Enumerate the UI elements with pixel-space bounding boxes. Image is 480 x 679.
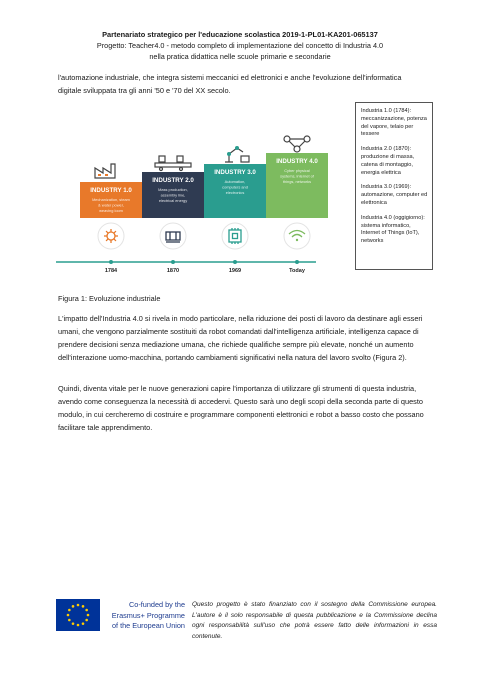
figure-stages <box>80 136 328 249</box>
footer-disclaimer: Questo progetto è stato finanziato con il sostegno della Commissione europea. L'autore è il solo responsabile di questa pubblicazione e la Commissione declina ogni responsabilità sull'uso che potrà essere fatto delle informazioni in essa contenute. <box>192 601 437 640</box>
eu-star-icon <box>72 622 75 625</box>
cofunded-line-2: Erasmus+ Programme <box>111 610 185 620</box>
stage-description: electronics <box>225 189 245 195</box>
cofunded-line-3: of the European Union <box>111 621 185 630</box>
eu-star-icon <box>72 605 75 608</box>
stage-description: Mass production, <box>158 187 188 192</box>
legend-box <box>355 102 433 270</box>
legend-item-industry-2: Industria 2.0 (1870): produzione di massa, catena di montaggio, energia elettrica <box>361 146 415 176</box>
stage-4 <box>266 136 328 249</box>
stage-year: 1870 <box>166 268 180 274</box>
document-header <box>0 29 480 62</box>
stage-description: weaving loom <box>99 207 123 213</box>
intro-paragraph: l'automazione industriale, che integra sistemi meccanici ed elettronici e anche l'evoluzione dell'informatica digitale sviluppata tra gli anni '50 e '70 del XX secolo. <box>58 73 402 95</box>
stage-title: INDUSTRY 4.0 <box>276 158 318 165</box>
timeline-dot <box>233 260 237 264</box>
eu-star-icon <box>67 614 70 617</box>
body-paragraph-1: L'impatto dell'Industria 4.0 si rivela in modo particolare, nella riduzione dei posti di lavoro da destinare agli esseri umani, che vengono parzialmente sostituiti da robot comandati dall'intelligenza artificiale, intelligenza capace di prendere decisioni senza mediazione umana, che richiede qualifiche sempre più elevate, nonché un aumento dell'interazione uomo-macchina, portando cambiamenti significativi nella natura del lavoro svolto (Figura 2). <box>58 314 423 362</box>
stage-description: assembly line, <box>160 192 186 198</box>
timeline-dot <box>171 260 175 264</box>
eu-star-icon <box>77 624 80 627</box>
stage-icon-circle <box>160 223 186 249</box>
header-title: Partenariato strategico per l'educazione scolastica 2019-1-PL01-KA201-065137 <box>102 30 378 39</box>
eu-star-icon <box>77 604 80 607</box>
body-paragraph-2: Quindi, diventa vitale per le nuove generazioni capire l'importanza di utilizzare gli strumenti di questa industria, avendo come conseguenza la necessità di accedervi. Questo sarà uno degli scopi della seconda parte di questo modulo, in cui cercheremo di costruire e programmare componenti elettronici e robot a basso costo che possano facilitare tale apprendimento. <box>58 384 424 432</box>
stage-description: & water power, <box>98 202 124 208</box>
legend-item-industry-3: Industria 3.0 (1969): automazione, computer ed elettronica <box>361 184 428 206</box>
stage-year: Today <box>289 268 305 274</box>
robot-arm-icon <box>225 146 249 162</box>
eu-star-icon <box>68 619 71 622</box>
eu-star-icon <box>87 614 90 617</box>
header-project-line: Progetto: Teacher4.0 - metodo completo di implementazione del concetto di Industria 4.0 <box>96 41 384 50</box>
assembly-line-icon <box>155 156 191 171</box>
cofunded-label <box>100 600 185 632</box>
stage-description: Cyber physical <box>284 168 310 173</box>
eu-star-icon <box>85 619 88 622</box>
cofunded-line-1: Co-funded by the <box>129 600 185 609</box>
stage-description: Automation, <box>224 179 246 184</box>
eu-star-icon <box>82 605 85 608</box>
network-icon <box>284 136 310 152</box>
stage-2 <box>142 156 204 249</box>
stage-year: 1969 <box>228 268 242 274</box>
stage-icon-circle <box>98 223 124 249</box>
stage-description: computers and <box>222 184 248 190</box>
stage-description: electrical energy <box>158 197 188 203</box>
eu-flag-logo <box>56 599 100 631</box>
stage-1 <box>80 164 142 249</box>
eu-star-icon <box>68 609 71 612</box>
stage-description: systems, internet of <box>280 173 314 179</box>
eu-star-icon <box>82 622 85 625</box>
header-project-subline: nella pratica didattica nelle scuole primarie e secondarie <box>149 52 331 61</box>
factory-icon <box>95 164 115 178</box>
stage-icon-circle <box>284 223 310 249</box>
stage-title: INDUSTRY 1.0 <box>90 187 132 194</box>
legend-item-industry-1: Industria 1.0 (1784): meccanizzazione, potenza del vapore, telaio per tessere <box>361 108 427 138</box>
timeline-dot <box>109 260 113 264</box>
stage-description: Mechanization, steam <box>92 197 130 202</box>
figure-caption: Figura 1: Evoluzione industriale <box>58 294 161 303</box>
stage-title: INDUSTRY 3.0 <box>214 169 256 176</box>
timeline-dot <box>295 260 299 264</box>
industrial-evolution-figure <box>56 126 336 276</box>
eu-star-icon <box>85 609 88 612</box>
stage-title: INDUSTRY 2.0 <box>152 177 194 184</box>
stage-3 <box>204 146 266 249</box>
stage-description: things, networks <box>282 178 312 184</box>
stage-year: 1784 <box>104 268 118 274</box>
legend-item-industry-4: Industria 4.0 (oggigiorno): sistema informatico, Internet of Things (IoT), networks <box>361 214 425 245</box>
stage-icon-circle <box>222 223 248 249</box>
